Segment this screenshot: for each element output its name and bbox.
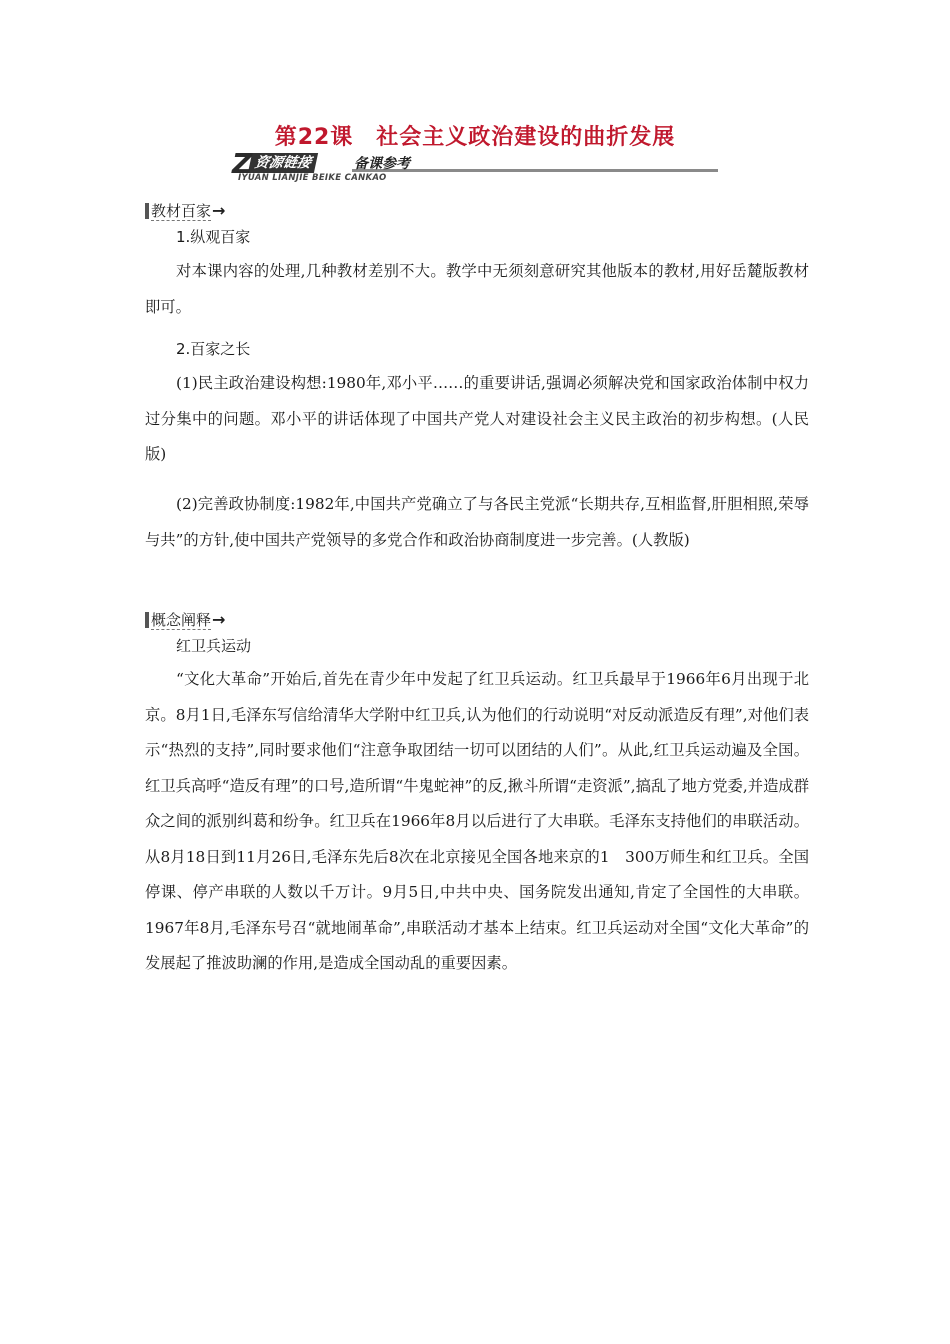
section-heading-label: 教材百家 bbox=[151, 202, 212, 220]
banner-label-right: 备课参考 bbox=[354, 156, 410, 172]
section-marker-icon bbox=[145, 612, 149, 628]
item2-title: 2.百家之长 bbox=[176, 340, 251, 358]
concept-body: “文化大革命”开始后,首先在青少年中发起了红卫兵运动。红卫兵最早于1966年6月出现于北京。8月1日,毛泽东写信给清华大学附中红卫兵,认为他们的行动说明“对反动派造反有理”,对他们表示“热烈的支持”,同时要求他们“注意争取团结一切可以团结的人们”。从此,红卫兵运动遍及全国。红卫兵高呼“造反有理”的口号,造所谓“牛鬼蛇神”的反,揪斗所谓“走资派”,搞乱了地方党委,并造成群众之间的派别纠葛和纷争。红卫兵在1966年8月以后进行了大串联。毛泽东支持他们的串联活动。从8月18日到11月26日,毛泽东先后8次在北京接见全国各地来京的1 300万师生和红卫兵。全国停课、停产串联的人数以千万计。9月5日,中共中央、国务院发出通知,肯定了全国性的大串联。1967年8月,毛泽东号召“就地闹革命”,串联活动才基本上结束。红卫兵运动对全国“文化大革命”的发展起了推波助澜的作用,是造成全国动乱的重要因素。 bbox=[145, 670, 809, 972]
arrow-right-icon: → bbox=[212, 610, 226, 629]
item2-paragraph-2: (2)完善政协制度:1982年,中国共产党确立了与各民主党派“长期共存,互相监督,肝胆相照,荣辱与共”的方针,使中国共产党领导的多党合作和政治协商制度进一步完善。(人教版) bbox=[145, 495, 809, 549]
section-marker-icon bbox=[145, 203, 149, 219]
item1-title: 1.纵观百家 bbox=[176, 228, 251, 246]
section-heading-label: 概念阐释 bbox=[151, 611, 212, 629]
banner-logo-letter: Z bbox=[232, 147, 253, 180]
section-heading-textbooks bbox=[145, 201, 225, 221]
banner-label-left: 资源链接 bbox=[248, 153, 318, 173]
arrow-right-icon: → bbox=[212, 201, 226, 220]
lesson-title: 第22课 社会主义政治建设的曲折发展 bbox=[274, 125, 676, 150]
item1-paragraph: 对本课内容的处理,几种教材差别不大。教学中无须刻意研究其他版本的教材,用好岳麓版教材即可。 bbox=[145, 262, 809, 316]
resource-banner bbox=[232, 147, 718, 184]
banner-pinyin: IYUAN LIANJIE BEIKE CANKAO bbox=[238, 173, 387, 183]
section-heading-concepts bbox=[145, 610, 225, 630]
concept-term: 红卫兵运动 bbox=[176, 637, 252, 655]
item2-paragraph-1: (1)民主政治建设构想:1980年,邓小平……的重要讲话,强调必须解决党和国家政治体制中权力过分集中的问题。邓小平的讲话体现了中国共产党人对建设社会主义民主政治的初步构想。(人民版) bbox=[145, 374, 809, 463]
